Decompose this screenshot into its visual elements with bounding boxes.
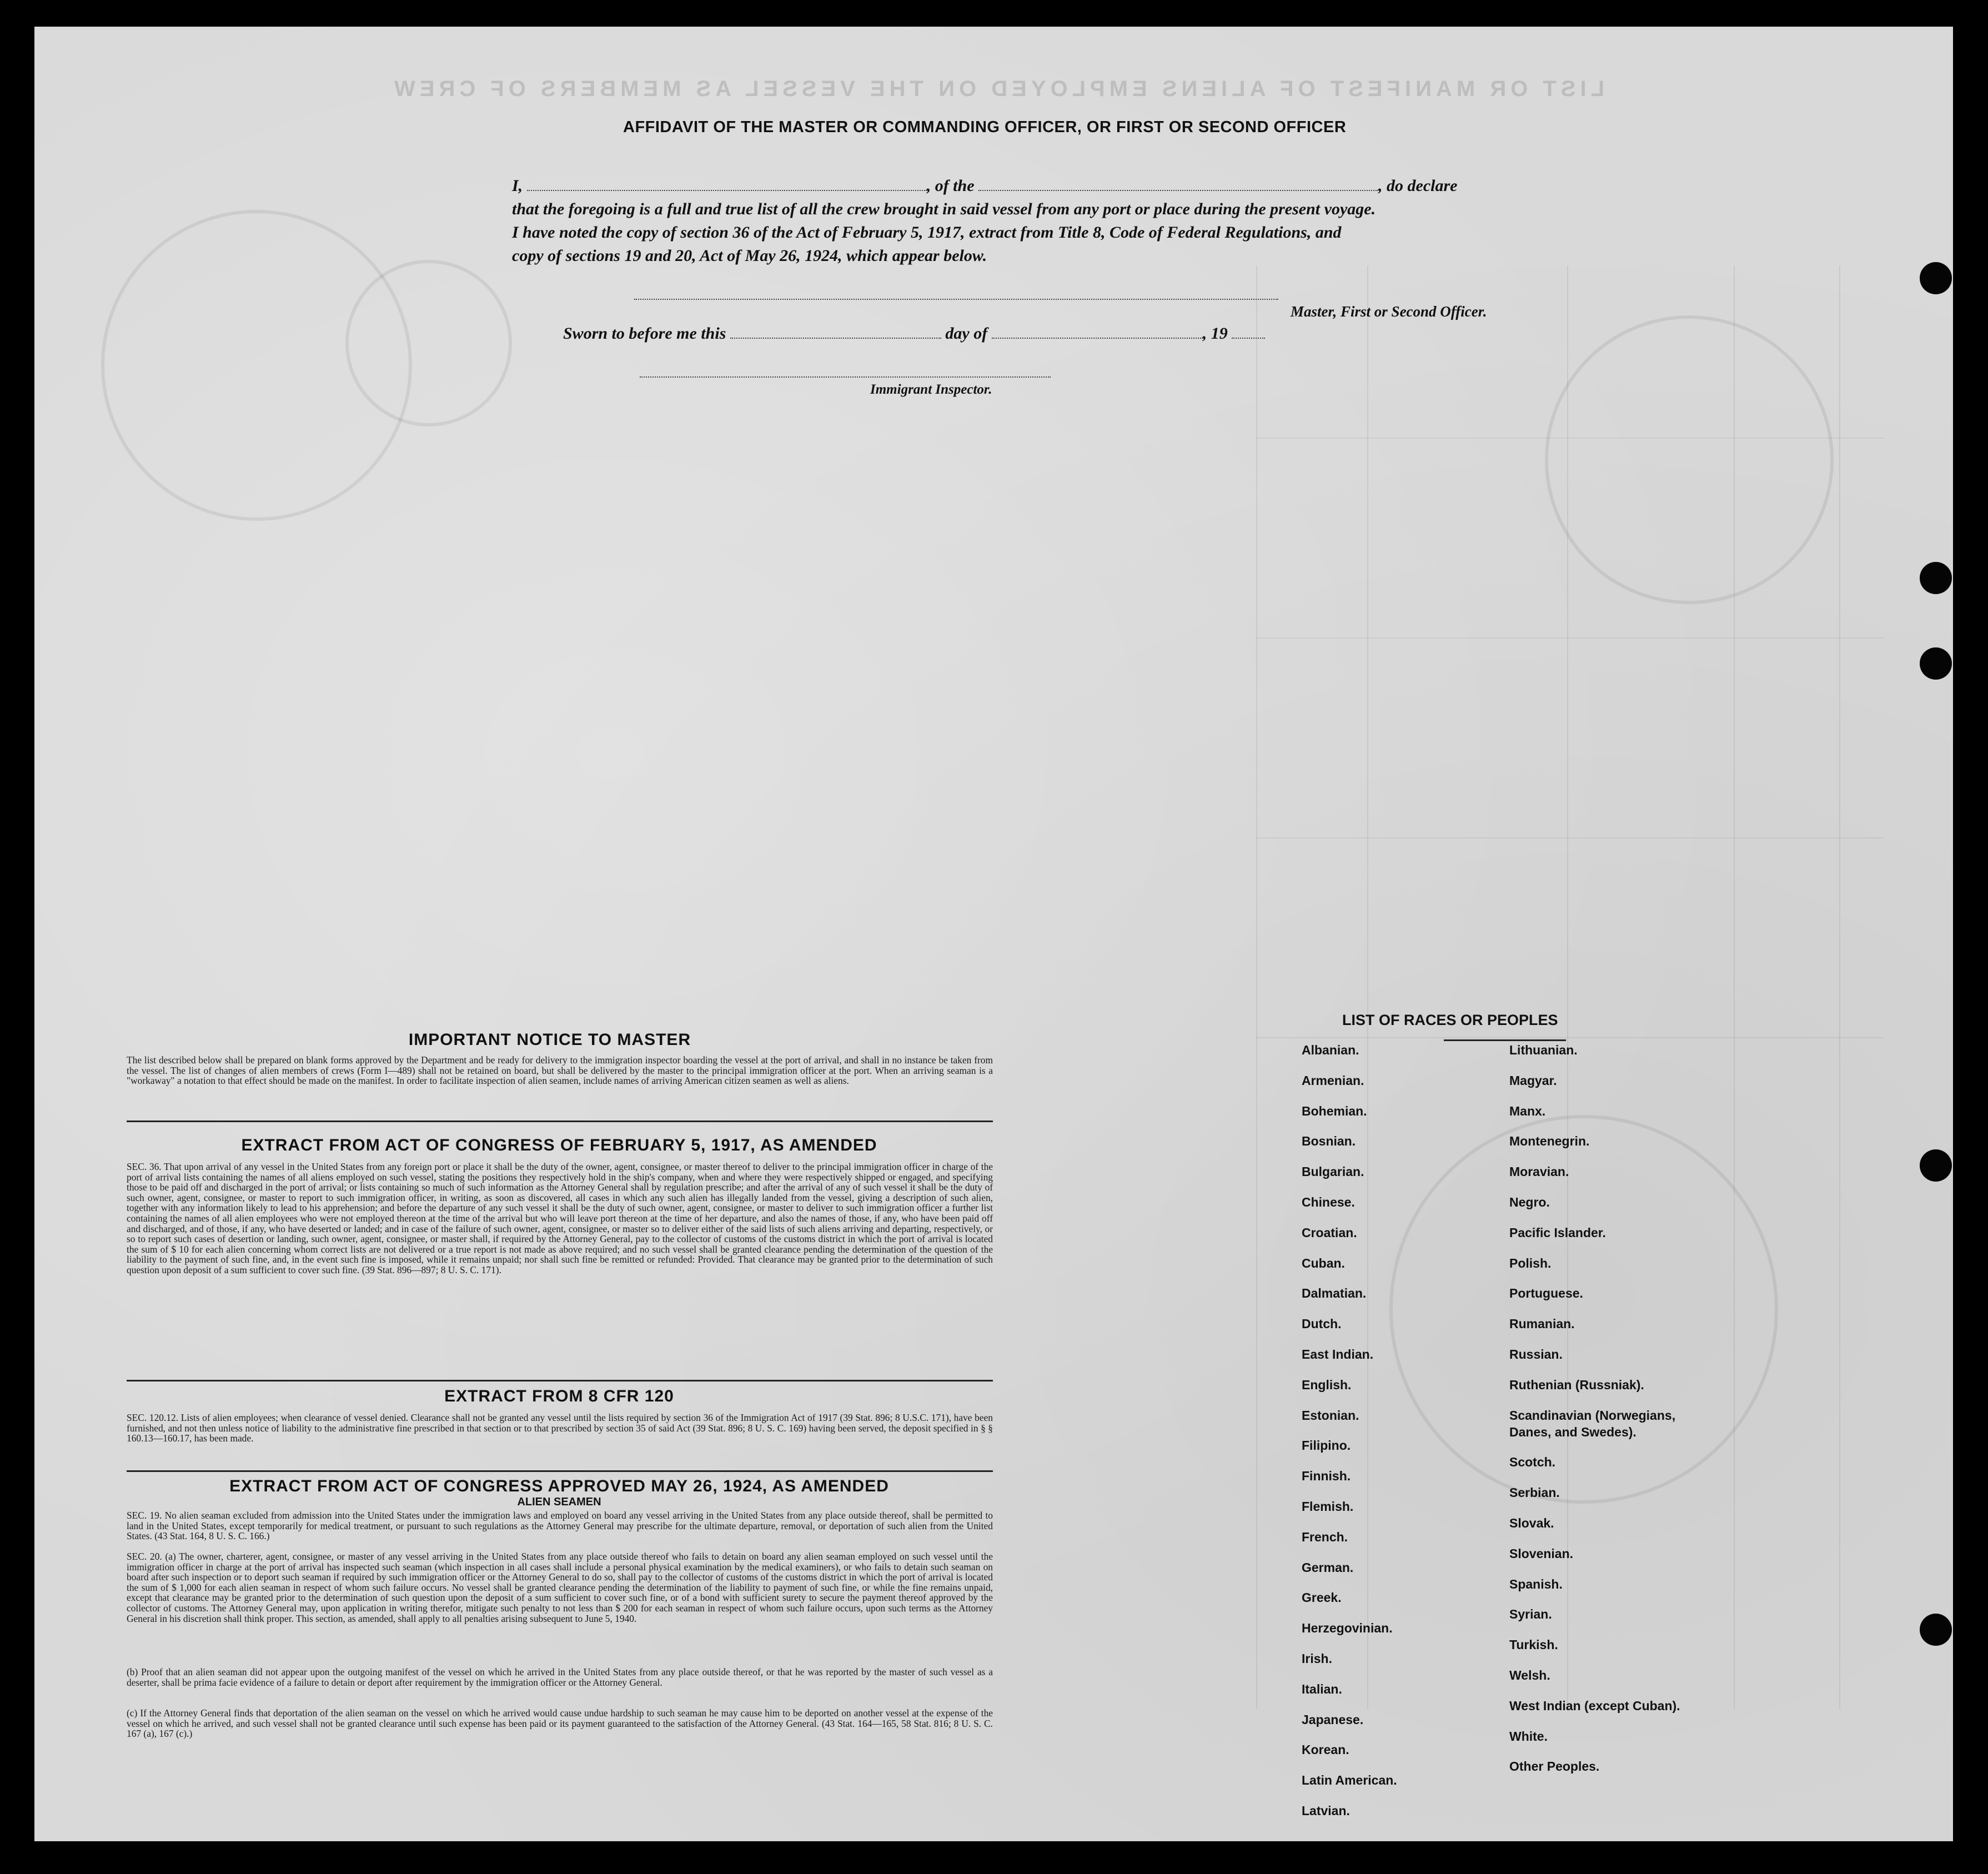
- race-item: Greek.: [1302, 1590, 1342, 1605]
- sworn-day-blank[interactable]: [730, 325, 941, 339]
- race-item: Rumanian.: [1509, 1317, 1575, 1332]
- race-item: Other Peoples.: [1509, 1759, 1600, 1774]
- race-item: Turkish.: [1509, 1637, 1558, 1652]
- race-item: Latvian.: [1302, 1803, 1350, 1818]
- affidavit-line-3: I have noted the copy of section 36 of the Act of February 5, 1917, extract from Title 8, Code of Federal Regulations, and: [512, 223, 1342, 242]
- race-item: East Indian.: [1302, 1347, 1374, 1361]
- bleed-through-seal: [1389, 1115, 1778, 1504]
- section-divider: [127, 1470, 993, 1472]
- bleed-through-rule: [1256, 265, 1257, 1709]
- vessel-blank[interactable]: [978, 178, 1378, 191]
- extract-cfr-title: EXTRACT FROM 8 CFR 120: [444, 1387, 674, 1405]
- extract-1924-sec20b: (b) Proof that an alien seaman did not appear upon the outgoing manifest of the vessel on which he arrived in the United States from any place outside thereof, or that he was reported by the master of such vessel as a deserter, shall be prima facie evidence of a failure to detain or deport after requirement by the immigration officer or the Attorney General.: [127, 1666, 993, 1688]
- race-item: English.: [1302, 1377, 1352, 1392]
- affidavit-line-4: copy of sections 19 and 20, Act of May 26, 1924, which appear below.: [512, 247, 987, 265]
- extract-cfr-text: SEC. 120.12. Lists of alien employees; when clearance of vessel denied. Clearance shall not be granted any vessel until the lists required by section 36 of the Immigration Act of 1917 (39 Stat. 896; 8 U.S.C. 171), have been furnished, and not then unless notice of liability to the administrative fine prescribed in that section or to that prescribed by section 35 of said Act (39 Stat. 896; 8 U. S. C. 169) having been served, the deposit specified in § § 160.13—160.17, has been made.: [127, 1412, 993, 1444]
- master-signature-label: Master, First or Second Officer.: [1291, 303, 1487, 320]
- punch-hole: [1920, 1614, 1952, 1646]
- master-signature-line[interactable]: [634, 287, 1278, 300]
- race-item: Japanese.: [1302, 1712, 1364, 1727]
- affidavit-line-1: [512, 177, 1457, 195]
- race-item: Scandinavian (Norwegians,: [1509, 1408, 1676, 1423]
- race-item: Croatian.: [1302, 1225, 1357, 1240]
- affidavit-declare: , do declare: [1378, 177, 1458, 195]
- sworn-day-of: day of: [945, 324, 988, 343]
- race-item: Spanish.: [1509, 1576, 1563, 1591]
- race-item: Filipino.: [1302, 1438, 1351, 1453]
- race-item: Ruthenian (Russniak).: [1509, 1377, 1644, 1392]
- race-item: Irish.: [1302, 1651, 1332, 1666]
- extract-1924-title: EXTRACT FROM ACT OF CONGRESS APPROVED MAY 26, 1924, AS AMENDED: [229, 1477, 889, 1495]
- punch-hole: [1920, 562, 1952, 594]
- notice-title: IMPORTANT NOTICE TO MASTER: [408, 1031, 691, 1049]
- race-item: Manx.: [1509, 1103, 1546, 1118]
- extract-1917-text: SEC. 36. That upon arrival of any vessel in the United States from any foreign port or place it shall be the duty of the owner, agent, consignee, or master thereof to deliver to the principal immigration officer in charge of the port of arrival lists containing the names of all aliens employed on such vessel, stating the positions they respectively hold in the ship's company, when and where they were respectively shipped or engaged, and specifying those to be paid off and discharged in the port of arrival; or lists containing so much of such information as the Attorney General shall by regulation prescribe; and after the arrival of any of such vessel it shall be the duty of such owner, agent, consignee, or master to report to such immigration officer, in writing, as soon as discovered, all cases in which any such alien has illegally landed from the vessel, giving a description of such alien, together with any information likely to lead to his apprehension; and before the departure of any such vessel it shall be the duty of such owner, agent, consignee, or master to deliver to such immigration officer a further list containing the names of all alien employees who were not employed thereon at the time of the arrival but who will leave port thereon at the time of her departure, and also the names of those, if any, who have been paid off and discharged, and of those, if any, who have deserted or landed; and in case of the failure of such owner, agent, consignee, or master so to deliver either of the said lists of such aliens arriving and departing, respectively, or so to report such cases of desertion or landing, such owner, agent, consignee, or master shall, if required by the Attorney General, pay to the collector of customs of the customs district in which the port of arrival is located the sum of $ 10 for each alien concerning whom correct lists are not delivered or a true report is not made as above required; and no such vessel shall be granted clearance pending the determination of the question of the liability to the payment of such fine, and, in the event such fine is imposed, while it remains unpaid; nor shall such fine be remitted or refunded: Provided. That clearance may be granted prior to the determination of such question upon deposit of a sum sufficient to cover such fine. (39 Stat. 896—897; 8 U. S. C. 171).: [127, 1161, 993, 1275]
- bleed-through-rule: [1839, 265, 1840, 1709]
- affidavit-i: I,: [512, 177, 523, 195]
- race-item: Bohemian.: [1302, 1103, 1367, 1118]
- sworn-month-blank[interactable]: [992, 325, 1203, 339]
- race-item: Serbian.: [1509, 1485, 1560, 1500]
- race-item: French.: [1302, 1529, 1348, 1544]
- race-item: Negro.: [1509, 1195, 1550, 1209]
- extract-1924-sec20c: (c) If the Attorney General finds that deportation of the alien seaman on the vessel on which he arrived would cause undue hardship to such seaman he may cause him to be deported on another vessel at the expense of the vessel on which he arrived, and such vessel shall not be granted clearance until such expense has been paid or its payment guaranteed to the satisfaction of the Attorney General. (43 Stat. 164—165, 58 Stat. 816; 8 U. S. C. 167 (a), 167 (c).): [127, 1707, 993, 1740]
- bleed-through-seal: [1545, 315, 1834, 604]
- affidavit-line-2: that the foregoing is a full and true list of all the crew brought in said vessel from any port or place during the present voyage.: [512, 200, 1376, 218]
- bleed-through-rule: [1734, 265, 1735, 1709]
- race-item: Pacific Islander.: [1509, 1225, 1606, 1240]
- punch-hole: [1920, 647, 1952, 680]
- sworn-year-prefix: , 19: [1202, 324, 1228, 343]
- section-divider: [127, 1121, 993, 1122]
- race-item: Bulgarian.: [1302, 1164, 1364, 1179]
- race-item: Magyar.: [1509, 1073, 1557, 1088]
- affidavit-title: AFFIDAVIT OF THE MASTER OR COMMANDING OFFICER, OR FIRST OR SECOND OFFICER: [623, 118, 1347, 136]
- sworn-line: [563, 324, 1265, 343]
- section-divider: [127, 1380, 993, 1381]
- race-item: German.: [1302, 1560, 1354, 1575]
- notice-text: The list described below shall be prepared on blank forms approved by the Department and be ready for delivery to the immigration inspector boarding the vessel at the port of arrival, and shall in no instance be taken from the vessel. The list of changes of alien members of crews (Form I—489) shall not be retained on board, but shall be delivered by the master to the principal immigration officer at the port. When an arriving seaman is a "workaway" a notation to that effect should be made on the manifest. In order to facilitate inspection of alien seamen, include names of arriving American citizen seamen as well as aliens.: [127, 1054, 993, 1087]
- race-item: Albanian.: [1302, 1043, 1359, 1057]
- race-item: Italian.: [1302, 1681, 1342, 1696]
- binder-holes: [1920, 27, 1953, 1841]
- race-item: Armenian.: [1302, 1073, 1364, 1088]
- bleed-through-rule: [1256, 438, 1884, 439]
- sworn-to-before-me: Sworn to before me this: [563, 324, 726, 343]
- race-item: West Indian (except Cuban).: [1509, 1698, 1680, 1713]
- extract-1924-sec20a: SEC. 20. (a) The owner, charterer, agent, consignee, or master of any vessel arriving in the United States from any place outside thereof who fails to detain on board any alien seaman employed on such vessel until the immigration officer in charge at the port of arrival has inspected such seaman (which inspection in all cases shall include a personal physical examination by the medical examiners), or who fails to detain such seaman on board after such inspection or to deport such seaman if required by such immigration officer or the Attorney General to do so, shall pay to the collector of customs of the customs district in which the port of arrival is located the sum of $ 1,000 for each alien seaman in respect of whom such failure occurs. No vessel shall be granted clearance pending the determination of the liability to payment of such fine, or while the fine remains unpaid, except that clearance may be granted prior to the determination of such question upon the deposit of a sum sufficient to cover such fine, or of a bond with sufficient surety to secure the payment thereof approved by the collector of customs. The Attorney General may, upon application in writing therefor, mitigate such penalty to not less than $ 200 for each seaman in respect of whom such failure occurs, upon such terms as the Attorney General in his discretion shall think proper. This section, as amended, shall apply to all penalties arising subsequent to June 5, 1940.: [127, 1551, 993, 1624]
- race-item: White.: [1509, 1729, 1548, 1744]
- race-item: Montenegrin.: [1509, 1134, 1590, 1149]
- bleed-through-heading: LIST OR MANIFEST OF ALIENS EMPLOYED ON THE VESSEL AS MEMBERS OF CREW: [390, 77, 1605, 101]
- bleed-through-rule: [1256, 637, 1884, 639]
- inspector-signature-line[interactable]: [640, 364, 1051, 378]
- sworn-year-blank[interactable]: [1232, 325, 1265, 339]
- bleed-through-rule: [1567, 265, 1568, 1709]
- race-item: Slovenian.: [1509, 1546, 1574, 1561]
- race-item: Moravian.: [1509, 1164, 1569, 1179]
- race-item: Russian.: [1509, 1347, 1563, 1361]
- inspector-label: Immigrant Inspector.: [870, 382, 992, 397]
- race-item: Bosnian.: [1302, 1134, 1356, 1149]
- bleed-through-rule: [1367, 265, 1368, 1709]
- race-item: Lithuanian.: [1509, 1043, 1578, 1057]
- race-item: Dalmatian.: [1302, 1286, 1367, 1301]
- bleed-through-rule: [1256, 1037, 1884, 1038]
- punch-hole: [1920, 262, 1952, 294]
- bleed-through-seal: [345, 260, 512, 426]
- race-item: Finnish.: [1302, 1469, 1351, 1484]
- race-item: Chinese.: [1302, 1195, 1355, 1209]
- race-item: Slovak.: [1509, 1516, 1554, 1530]
- race-item: Scotch.: [1509, 1455, 1556, 1470]
- race-item: Herzegovinian.: [1302, 1621, 1393, 1636]
- race-item: Dutch.: [1302, 1317, 1342, 1332]
- affidavit-of-the: , of the: [926, 177, 975, 195]
- race-item: Latin American.: [1302, 1773, 1397, 1788]
- bleed-through-rule: [1256, 837, 1884, 838]
- races-title-underline: [1444, 1039, 1566, 1041]
- race-item: Syrian.: [1509, 1607, 1552, 1622]
- name-blank[interactable]: [527, 178, 927, 191]
- race-item: Welsh.: [1509, 1668, 1550, 1682]
- race-item: Cuban.: [1302, 1255, 1345, 1270]
- extract-1924-sec19: SEC. 19. No alien seaman excluded from admission into the United States under the immigration laws and employed on board any vessel arriving in the United States from any place outside thereof, shall be permitted to land in the United States, except temporarily for medical treatment, or pursuant to such regulations as the Attorney General may prescribe for the ultimate departure, removal, or deportation of such alien from the United States. (43 Stat. 164, 8 U. S. C. 166.): [127, 1510, 993, 1542]
- race-item: Korean.: [1302, 1742, 1349, 1757]
- punch-hole: [1920, 1149, 1952, 1182]
- alien-seamen-subtitle: ALIEN SEAMEN: [517, 1496, 601, 1508]
- manifest-page: [34, 27, 1953, 1841]
- race-item: Danes, and Swedes).: [1509, 1424, 1636, 1439]
- race-item: Estonian.: [1302, 1408, 1359, 1423]
- extract-1917-title: EXTRACT FROM ACT OF CONGRESS OF FEBRUARY 5, 1917, AS AMENDED: [241, 1136, 877, 1154]
- races-title: LIST OF RACES OR PEOPLES: [1342, 1012, 1558, 1028]
- race-item: Portuguese.: [1509, 1286, 1583, 1301]
- race-item: Flemish.: [1302, 1499, 1354, 1514]
- race-item: Polish.: [1509, 1255, 1552, 1270]
